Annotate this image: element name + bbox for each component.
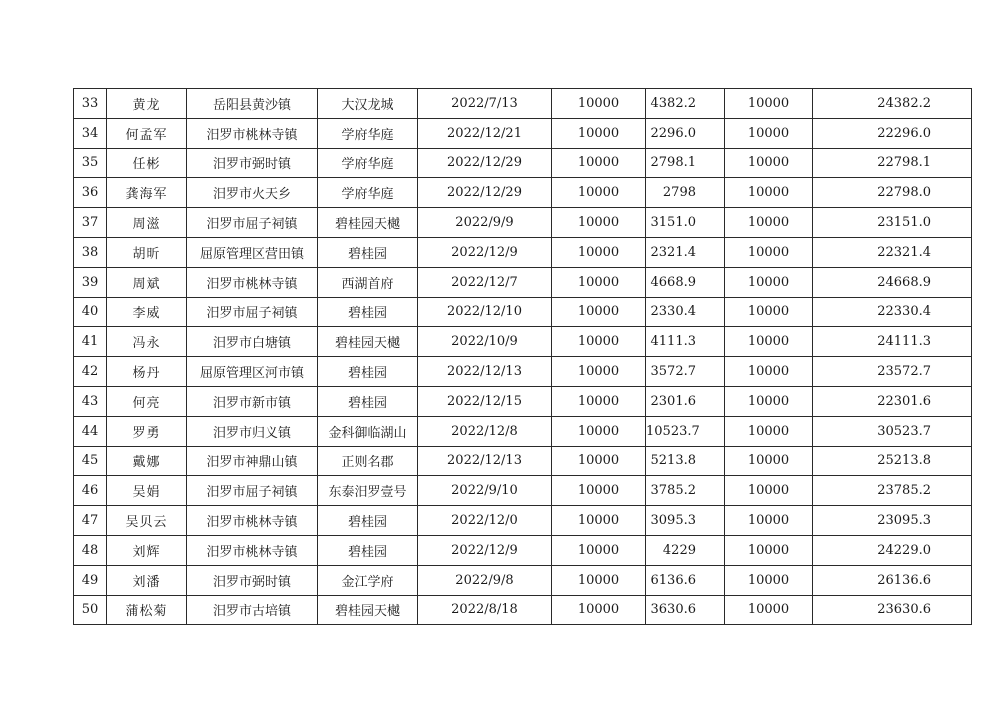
town-cell: 汨罗市桃林寺镇: [187, 118, 318, 148]
project-cell: 碧桂园: [318, 237, 418, 267]
row-number-cell: 41: [74, 327, 107, 357]
subsidy-amount-cell: 2301.6: [646, 386, 725, 416]
row-number-cell: 43: [74, 386, 107, 416]
table-row: [74, 535, 972, 565]
subsidy-amount-cell: 2330.4: [646, 297, 725, 327]
table-row: [74, 178, 972, 208]
name-cell: 何亮: [107, 386, 187, 416]
date-cell: 2022/12/8: [418, 416, 552, 446]
town-cell: 汨罗市屈子祠镇: [187, 297, 318, 327]
total-amount-cell: 30523.7: [813, 416, 972, 446]
base-amount-cell: 10000: [552, 118, 646, 148]
name-cell: 罗勇: [107, 416, 187, 446]
base-amount-cell: 10000: [552, 267, 646, 297]
table-row: [74, 267, 972, 297]
table-row: [74, 327, 972, 357]
table-row: [74, 148, 972, 178]
table-row: [74, 476, 972, 506]
second-amount-cell: 10000: [725, 178, 813, 208]
base-amount-cell: 10000: [552, 386, 646, 416]
total-amount-cell: 23785.2: [813, 476, 972, 506]
subsidy-amount-cell: 4668.9: [646, 267, 725, 297]
date-cell: 2022/8/18: [418, 595, 552, 625]
town-cell: 汨罗市古培镇: [187, 595, 318, 625]
town-cell: 汨罗市白塘镇: [187, 327, 318, 357]
table-row: [74, 446, 972, 476]
town-cell: 汨罗市新市镇: [187, 386, 318, 416]
second-amount-cell: 10000: [725, 208, 813, 238]
row-number-cell: 48: [74, 535, 107, 565]
second-amount-cell: 10000: [725, 565, 813, 595]
base-amount-cell: 10000: [552, 476, 646, 506]
name-cell: 李威: [107, 297, 187, 327]
town-cell: 屈原管理区营田镇: [187, 237, 318, 267]
row-number-cell: 36: [74, 178, 107, 208]
total-amount-cell: 24382.2: [813, 89, 972, 119]
second-amount-cell: 10000: [725, 595, 813, 625]
project-cell: 金江学府: [318, 565, 418, 595]
second-amount-cell: 10000: [725, 386, 813, 416]
base-amount-cell: 10000: [552, 416, 646, 446]
table-row: [74, 565, 972, 595]
row-number-cell: 44: [74, 416, 107, 446]
date-cell: 2022/9/9: [418, 208, 552, 238]
table-row: [74, 595, 972, 625]
date-cell: 2022/12/0: [418, 506, 552, 536]
table-row: [74, 237, 972, 267]
project-cell: 碧桂园: [318, 535, 418, 565]
name-cell: 刘潘: [107, 565, 187, 595]
second-amount-cell: 10000: [725, 89, 813, 119]
row-number-cell: 33: [74, 89, 107, 119]
project-cell: 学府华庭: [318, 178, 418, 208]
name-cell: 戴娜: [107, 446, 187, 476]
date-cell: 2022/12/29: [418, 178, 552, 208]
total-amount-cell: 22330.4: [813, 297, 972, 327]
second-amount-cell: 10000: [725, 267, 813, 297]
date-cell: 2022/12/13: [418, 357, 552, 387]
project-cell: 碧桂园天樾: [318, 208, 418, 238]
total-amount-cell: 24111.3: [813, 327, 972, 357]
row-number-cell: 34: [74, 118, 107, 148]
date-cell: 2022/12/9: [418, 535, 552, 565]
name-cell: 何孟军: [107, 118, 187, 148]
project-cell: 学府华庭: [318, 148, 418, 178]
total-amount-cell: 24229.0: [813, 535, 972, 565]
town-cell: 岳阳县黄沙镇: [187, 89, 318, 119]
subsidy-amount-cell: 3151.0: [646, 208, 725, 238]
total-amount-cell: 23572.7: [813, 357, 972, 387]
total-amount-cell: 22798.0: [813, 178, 972, 208]
base-amount-cell: 10000: [552, 178, 646, 208]
name-cell: 黄龙: [107, 89, 187, 119]
subsidy-amount-cell: 5213.8: [646, 446, 725, 476]
subsidy-amount-cell: 2296.0: [646, 118, 725, 148]
subsidy-amount-cell: 2798: [646, 178, 725, 208]
base-amount-cell: 10000: [552, 237, 646, 267]
row-number-cell: 45: [74, 446, 107, 476]
town-cell: 汨罗市屈子祠镇: [187, 476, 318, 506]
project-cell: 碧桂园: [318, 297, 418, 327]
date-cell: 2022/12/21: [418, 118, 552, 148]
subsidy-amount-cell: 2321.4: [646, 237, 725, 267]
row-number-cell: 47: [74, 506, 107, 536]
second-amount-cell: 10000: [725, 148, 813, 178]
second-amount-cell: 10000: [725, 237, 813, 267]
name-cell: 杨丹: [107, 357, 187, 387]
town-cell: 汨罗市桃林寺镇: [187, 535, 318, 565]
project-cell: 碧桂园: [318, 386, 418, 416]
subsidy-amount-cell: 10523.7: [646, 416, 725, 446]
table-row: [74, 89, 972, 119]
base-amount-cell: 10000: [552, 595, 646, 625]
town-cell: 汨罗市弼时镇: [187, 148, 318, 178]
table-row: [74, 208, 972, 238]
project-cell: 碧桂园天樾: [318, 595, 418, 625]
subsidy-amount-cell: 6136.6: [646, 565, 725, 595]
name-cell: 任彬: [107, 148, 187, 178]
row-number-cell: 39: [74, 267, 107, 297]
date-cell: 2022/12/15: [418, 386, 552, 416]
subsidy-amount-cell: 3095.3: [646, 506, 725, 536]
project-cell: 大汉龙城: [318, 89, 418, 119]
base-amount-cell: 10000: [552, 357, 646, 387]
town-cell: 汨罗市屈子祠镇: [187, 208, 318, 238]
total-amount-cell: 22321.4: [813, 237, 972, 267]
subsidy-amount-cell: 4229: [646, 535, 725, 565]
row-number-cell: 40: [74, 297, 107, 327]
row-number-cell: 38: [74, 237, 107, 267]
subsidy-amount-cell: 3785.2: [646, 476, 725, 506]
table-body: [74, 89, 972, 625]
town-cell: 汨罗市火天乡: [187, 178, 318, 208]
town-cell: 汨罗市神鼎山镇: [187, 446, 318, 476]
row-number-cell: 50: [74, 595, 107, 625]
name-cell: 周斌: [107, 267, 187, 297]
town-cell: 屈原管理区河市镇: [187, 357, 318, 387]
total-amount-cell: 23630.6: [813, 595, 972, 625]
second-amount-cell: 10000: [725, 506, 813, 536]
subsidy-amount-cell: 3572.7: [646, 357, 725, 387]
town-cell: 汨罗市桃林寺镇: [187, 267, 318, 297]
project-cell: 碧桂园: [318, 506, 418, 536]
table-row: [74, 118, 972, 148]
table-row: [74, 357, 972, 387]
date-cell: 2022/12/13: [418, 446, 552, 476]
second-amount-cell: 10000: [725, 357, 813, 387]
table-row: [74, 386, 972, 416]
town-cell: 汨罗市归义镇: [187, 416, 318, 446]
project-cell: 碧桂园天樾: [318, 327, 418, 357]
row-number-cell: 49: [74, 565, 107, 595]
total-amount-cell: 23151.0: [813, 208, 972, 238]
row-number-cell: 42: [74, 357, 107, 387]
town-cell: 汨罗市弼时镇: [187, 565, 318, 595]
subsidy-amount-cell: 2798.1: [646, 148, 725, 178]
second-amount-cell: 10000: [725, 476, 813, 506]
project-cell: 金科御临湖山: [318, 416, 418, 446]
total-amount-cell: 26136.6: [813, 565, 972, 595]
total-amount-cell: 23095.3: [813, 506, 972, 536]
subsidy-amount-cell: 3630.6: [646, 595, 725, 625]
name-cell: 胡昕: [107, 237, 187, 267]
table-row: [74, 506, 972, 536]
second-amount-cell: 10000: [725, 535, 813, 565]
subsidy-amount-cell: 4111.3: [646, 327, 725, 357]
second-amount-cell: 10000: [725, 446, 813, 476]
subsidy-table: [73, 88, 972, 625]
base-amount-cell: 10000: [552, 565, 646, 595]
date-cell: 2022/12/29: [418, 148, 552, 178]
second-amount-cell: 10000: [725, 416, 813, 446]
base-amount-cell: 10000: [552, 297, 646, 327]
name-cell: 吴贝云: [107, 506, 187, 536]
second-amount-cell: 10000: [725, 118, 813, 148]
project-cell: 西湖首府: [318, 267, 418, 297]
base-amount-cell: 10000: [552, 89, 646, 119]
total-amount-cell: 22798.1: [813, 148, 972, 178]
base-amount-cell: 10000: [552, 535, 646, 565]
date-cell: 2022/7/13: [418, 89, 552, 119]
name-cell: 冯永: [107, 327, 187, 357]
total-amount-cell: 24668.9: [813, 267, 972, 297]
total-amount-cell: 22301.6: [813, 386, 972, 416]
base-amount-cell: 10000: [552, 148, 646, 178]
base-amount-cell: 10000: [552, 446, 646, 476]
date-cell: 2022/12/9: [418, 237, 552, 267]
date-cell: 2022/12/10: [418, 297, 552, 327]
row-number-cell: 46: [74, 476, 107, 506]
row-number-cell: 37: [74, 208, 107, 238]
name-cell: 龚海军: [107, 178, 187, 208]
name-cell: 周滋: [107, 208, 187, 238]
second-amount-cell: 10000: [725, 297, 813, 327]
project-cell: 东泰汨罗壹号: [318, 476, 418, 506]
project-cell: 碧桂园: [318, 357, 418, 387]
date-cell: 2022/9/8: [418, 565, 552, 595]
name-cell: 吴娟: [107, 476, 187, 506]
base-amount-cell: 10000: [552, 208, 646, 238]
project-cell: 正则名郡: [318, 446, 418, 476]
name-cell: 蒲松菊: [107, 595, 187, 625]
total-amount-cell: 22296.0: [813, 118, 972, 148]
base-amount-cell: 10000: [552, 327, 646, 357]
project-cell: 学府华庭: [318, 118, 418, 148]
total-amount-cell: 25213.8: [813, 446, 972, 476]
base-amount-cell: 10000: [552, 506, 646, 536]
table-row: [74, 416, 972, 446]
row-number-cell: 35: [74, 148, 107, 178]
date-cell: 2022/12/7: [418, 267, 552, 297]
date-cell: 2022/10/9: [418, 327, 552, 357]
name-cell: 刘辉: [107, 535, 187, 565]
date-cell: 2022/9/10: [418, 476, 552, 506]
town-cell: 汨罗市桃林寺镇: [187, 506, 318, 536]
second-amount-cell: 10000: [725, 327, 813, 357]
table-row: [74, 297, 972, 327]
subsidy-amount-cell: 4382.2: [646, 89, 725, 119]
